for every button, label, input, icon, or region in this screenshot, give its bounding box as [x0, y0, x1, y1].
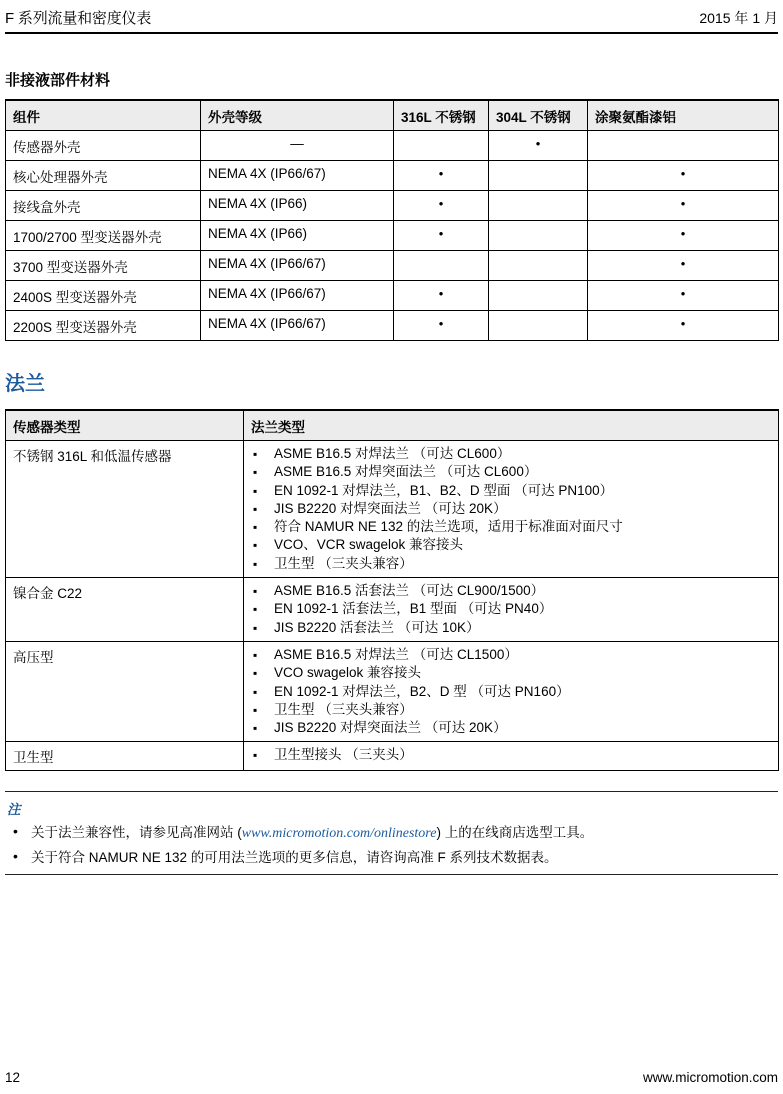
table-row — [6, 221, 779, 251]
component-cell: 接线盒外壳 — [6, 191, 201, 221]
316l-dot-cell: • — [394, 281, 489, 311]
notes-section — [5, 791, 778, 875]
column-header-304l: 304L 不锈钢 — [489, 100, 588, 131]
aluminum-dot-cell: • — [588, 281, 779, 311]
aluminum-dot-cell — [588, 131, 779, 161]
list-item: ▪ JIS B2220 对焊突面法兰 （可达 20K） — [251, 719, 771, 737]
304l-dot-cell — [489, 191, 588, 221]
page-footer — [5, 1070, 778, 1085]
flange-options-list — [251, 582, 771, 637]
flange-type-cell — [244, 641, 779, 741]
316l-dot-cell: • — [394, 191, 489, 221]
component-cell: 传感器外壳 — [6, 131, 201, 161]
note-text: 关于法兰兼容性，请参见高准网站 ( — [31, 825, 242, 841]
component-cell: 1700/2700 型变送器外壳 — [6, 221, 201, 251]
table-row — [6, 191, 779, 221]
sensor-type-cell: 不锈钢 316L 和低温传感器 — [6, 441, 244, 578]
column-header-sensor-type: 传感器类型 — [6, 410, 244, 441]
rating-cell: NEMA 4X (IP66/67) — [201, 251, 394, 281]
sensor-type-cell: 卫生型 — [6, 742, 244, 771]
rating-cell: — — [201, 131, 394, 161]
column-header-painted-aluminum: 涂聚氨酯漆铝 — [588, 100, 779, 131]
table-row — [6, 251, 779, 281]
flange-section-heading: 法兰 — [5, 373, 45, 395]
flange-table — [5, 409, 779, 771]
component-cell: 核心处理器外壳 — [6, 161, 201, 191]
note-item — [5, 824, 778, 842]
list-item: ▪ VCO、VCR swagelok 兼容接头 — [251, 536, 771, 554]
316l-dot-cell — [394, 131, 489, 161]
component-cell: 3700 型变送器外壳 — [6, 251, 201, 281]
rating-cell: NEMA 4X (IP66/67) — [201, 311, 394, 341]
table-row — [6, 641, 779, 741]
table-row — [6, 578, 779, 642]
materials-section-heading: 非接液部件材料 — [5, 72, 111, 89]
column-header-component: 组件 — [6, 100, 201, 131]
list-item: ▪ 卫生型接头 （三夹头） — [251, 746, 771, 764]
list-item: ▪ VCO swagelok 兼容接头 — [251, 664, 771, 682]
table-row — [6, 161, 779, 191]
list-item: ▪ EN 1092-1 活套法兰，B1 型面 （可达 PN40） — [251, 600, 771, 618]
component-cell: 2200S 型变送器外壳 — [6, 311, 201, 341]
materials-table — [5, 99, 779, 341]
aluminum-dot-cell: • — [588, 311, 779, 341]
list-item: ▪ 符合 NAMUR NE 132 的法兰选项，适用于标准面对面尺寸 — [251, 518, 771, 536]
rating-cell: NEMA 4X (IP66) — [201, 221, 394, 251]
list-item: ▪ ASME B16.5 活套法兰 （可达 CL900/1500） — [251, 582, 771, 600]
304l-dot-cell — [489, 281, 588, 311]
flange-options-list — [251, 646, 771, 737]
list-item: ▪ EN 1092-1 对焊法兰，B2、D 型 （可达 PN160） — [251, 683, 771, 701]
notes-list — [5, 824, 778, 866]
page-number: 12 — [5, 1070, 21, 1085]
notes-heading: 注 — [7, 802, 21, 818]
sensor-type-cell: 高压型 — [6, 641, 244, 741]
316l-dot-cell: • — [394, 161, 489, 191]
page-header — [5, 0, 778, 34]
column-header-flange-type: 法兰类型 — [244, 410, 779, 441]
component-cell: 2400S 型变送器外壳 — [6, 281, 201, 311]
table-row — [6, 441, 779, 578]
document-title: F 系列流量和密度仪表 — [5, 10, 152, 27]
table-row — [6, 281, 779, 311]
table-header-row — [6, 100, 779, 131]
column-header-316l: 316L 不锈钢 — [394, 100, 489, 131]
note-text: ) 上的在线商店选型工具。 — [436, 825, 594, 841]
note-item — [5, 849, 778, 866]
list-item: ▪ EN 1092-1 对焊法兰，B1、B2、D 型面 （可达 PN100） — [251, 482, 771, 500]
304l-dot-cell — [489, 221, 588, 251]
flange-type-cell — [244, 578, 779, 642]
online-store-link[interactable]: www.micromotion.com/onlinestore — [241, 826, 437, 842]
table-row — [6, 131, 779, 161]
note-text: 关于符合 NAMUR NE 132 的可用法兰选项的更多信息，请咨询高准 F 系列技术数据表。 — [31, 850, 558, 866]
list-item: ▪ ASME B16.5 对焊突面法兰 （可达 CL600） — [251, 463, 771, 481]
aluminum-dot-cell: • — [588, 191, 779, 221]
304l-dot-cell — [489, 311, 588, 341]
list-item: ▪ JIS B2220 对焊突面法兰 （可达 20K） — [251, 500, 771, 518]
304l-dot-cell — [489, 161, 588, 191]
rating-cell: NEMA 4X (IP66/67) — [201, 161, 394, 191]
rating-cell: NEMA 4X (IP66) — [201, 191, 394, 221]
table-row — [6, 311, 779, 341]
flange-options-list — [251, 746, 771, 764]
list-item: ▪ 卫生型 （三夹头兼容） — [251, 701, 771, 719]
list-item: ▪ JIS B2220 活套法兰 （可达 10K） — [251, 619, 771, 637]
aluminum-dot-cell: • — [588, 251, 779, 281]
304l-dot-cell — [489, 251, 588, 281]
footer-website: www.micromotion.com — [642, 1070, 778, 1085]
list-item: ▪ ASME B16.5 对焊法兰 （可达 CL1500） — [251, 646, 771, 664]
table-row — [6, 742, 779, 771]
304l-dot-cell: • — [489, 131, 588, 161]
rating-cell: NEMA 4X (IP66/67) — [201, 281, 394, 311]
list-item: ▪ 卫生型 （三夹头兼容） — [251, 555, 771, 573]
316l-dot-cell: • — [394, 311, 489, 341]
flange-type-cell — [244, 742, 779, 771]
document-date: 2015 年 1 月 — [699, 10, 778, 26]
aluminum-dot-cell: • — [588, 161, 779, 191]
316l-dot-cell: • — [394, 221, 489, 251]
316l-dot-cell — [394, 251, 489, 281]
flange-type-cell — [244, 441, 779, 578]
aluminum-dot-cell: • — [588, 221, 779, 251]
sensor-type-cell: 镍合金 C22 — [6, 578, 244, 642]
table-header-row — [6, 410, 779, 441]
flange-options-list — [251, 445, 771, 573]
list-item: ▪ ASME B16.5 对焊法兰 （可达 CL600） — [251, 445, 771, 463]
column-header-enclosure-rating: 外壳等级 — [201, 100, 394, 131]
